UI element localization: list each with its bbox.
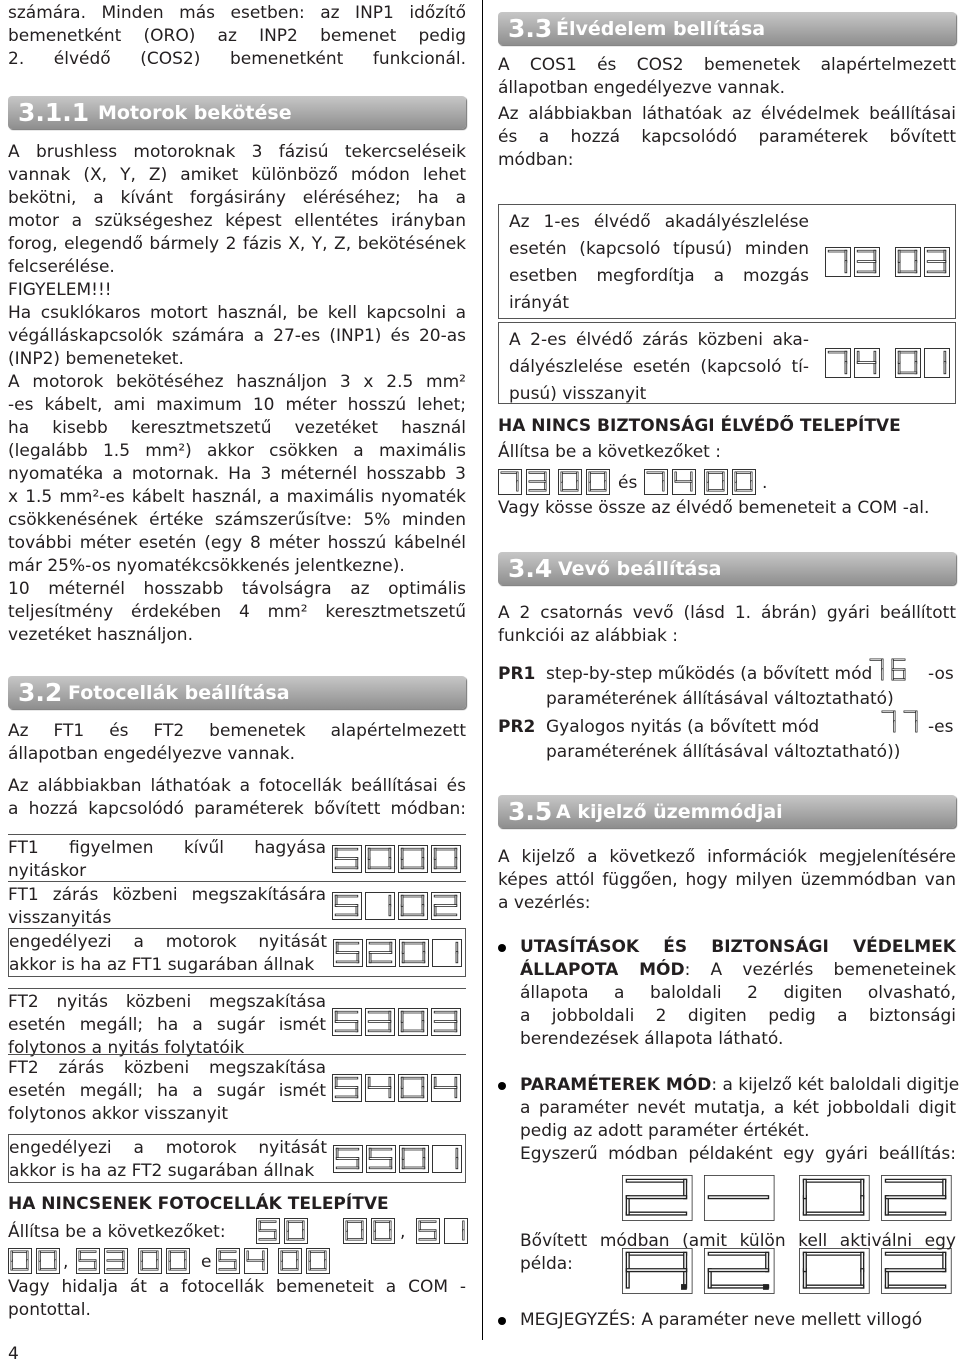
- digit: [398, 1008, 428, 1036]
- bullet-2: [498, 1074, 960, 1166]
- pr2-label: PR2: [498, 717, 536, 737]
- text-line: akkor is ha az FT2 sugarában állnak: [9, 1161, 315, 1181]
- example-display-extended: [622, 1248, 952, 1294]
- no-photocell-title: HA NINCSENEK FOTOCELLÁK TELEPÍTVE: [8, 1194, 389, 1214]
- digit: [138, 1248, 162, 1274]
- digit: [333, 1145, 363, 1173]
- text-line: motor a szükségeshez képest ellentétes irányban: [8, 211, 466, 231]
- text-line: bemenetként (ORO) az INP2 bemenet pedig: [8, 26, 466, 46]
- digit: [432, 1145, 462, 1173]
- text-line: x 1.5 mm²-es kábelt használ, a maximális nyomaték: [8, 487, 466, 507]
- code-display: [343, 1218, 395, 1251]
- no-edge-settings: [498, 469, 956, 499]
- row-text: [509, 209, 809, 317]
- row-text: [8, 884, 326, 930]
- digit: [431, 1074, 461, 1102]
- section-title: Élvédelem bellítása: [556, 18, 766, 40]
- photocell-row: [8, 1134, 466, 1183]
- seven-segment-display: [343, 1218, 395, 1244]
- digit: [431, 1008, 461, 1036]
- text-line: a hozzá kapcsolódó paraméterek bővített módban:: [8, 799, 466, 819]
- photocell-row: [8, 928, 466, 977]
- intro-paragraph: [8, 2, 466, 71]
- digit: [881, 1175, 952, 1221]
- text-line: -es: [928, 717, 954, 737]
- section-header-32: [8, 676, 466, 709]
- example-display-simple: [622, 1175, 952, 1221]
- seven-segment-display: [332, 1008, 461, 1036]
- code-77: [880, 709, 922, 744]
- decimal-point: [681, 1284, 687, 1290]
- edge-paragraph-1: [498, 54, 956, 100]
- digit: [365, 845, 395, 873]
- digit: [854, 247, 880, 277]
- digit: [366, 939, 396, 967]
- pr1-label: PR1: [498, 664, 536, 684]
- receiver-paragraph: [498, 602, 956, 648]
- seven-segment-display: [498, 469, 550, 495]
- text-line: paraméterének állításával változtatható)): [546, 742, 901, 762]
- digit: [399, 939, 429, 967]
- text-line: pedig az adott paraméter értékét.: [520, 1121, 810, 1141]
- section-number: 3.3: [508, 14, 553, 43]
- text-line: a paraméter nevét mutatja, a két jobboldali digit: [520, 1098, 956, 1118]
- digit: [256, 1218, 280, 1244]
- no-photocell-end: [8, 1276, 466, 1322]
- seven-segment-display: [8, 1248, 60, 1274]
- section-title: A kijelző üzemmódjai: [556, 801, 783, 823]
- digit: [104, 1248, 128, 1274]
- text-line: Az FT1 és FT2 bemenetek alapértelmezett: [8, 721, 466, 741]
- text-line: A 2 csatornás vevő (lásd 1. ábrán) gyári beállított: [498, 603, 956, 623]
- seven-segment-display: [332, 892, 461, 920]
- text-line: (INP2) bemeneteket.: [8, 349, 184, 369]
- section-header-35: [498, 795, 956, 828]
- text-line: számára. Minden más esetben: az INP1 időzítő: [8, 3, 466, 23]
- digit: [825, 247, 851, 277]
- digit: [332, 845, 362, 873]
- seven-segment-display: [416, 1218, 468, 1244]
- no-edge-title: HA NINCS BIZTONSÁGI ÉLVÉDŐ TELEPÍTVE: [498, 416, 901, 436]
- seven-segment-display: [76, 1248, 128, 1274]
- text-line: Vagy kösse össze az élvédő bemeneteit a COM -al.: [498, 498, 930, 518]
- digit: [366, 1145, 396, 1173]
- row-text: [8, 1057, 326, 1126]
- section-number: 3.4: [508, 554, 553, 583]
- photocell-row: [8, 988, 466, 1058]
- seven-segment-display: [825, 348, 950, 378]
- text-line: folytonos akkor visszanyit: [8, 1104, 229, 1124]
- row-text: [509, 327, 809, 408]
- text-line: (legalább 1.5 mm²) akkor csökken a maximális: [8, 441, 466, 461]
- digit: [672, 469, 696, 495]
- digit: [924, 247, 950, 277]
- text-line: engedélyezi a motorok nyitását: [9, 932, 327, 952]
- digit: [8, 1248, 32, 1274]
- text-e: e: [201, 1252, 212, 1272]
- section-number: 3.2: [18, 678, 63, 707]
- column-divider: [482, 0, 483, 1340]
- text-line: állapotban engedélyezve vannak.: [8, 744, 296, 764]
- text-line: bekötni, a kívánt forgásirány eléréséhez; ha a: [8, 188, 466, 208]
- seven-segment-display: [622, 1175, 952, 1221]
- seven-segment-display: [825, 247, 950, 277]
- text-bold: PARAMÉTEREK MÓD: [520, 1075, 712, 1095]
- text-line: esetén (kapcsoló típusú) minden: [509, 239, 809, 259]
- photocell-row: [8, 881, 466, 929]
- text-bold: ÁLLAPOTA MÓD: [520, 960, 685, 980]
- decimal-point: [763, 1284, 769, 1290]
- digit: [244, 1248, 268, 1274]
- text-line: pusú) visszanyit: [509, 384, 647, 404]
- section-title: Fotocellák beállítása: [68, 682, 290, 704]
- digit: [398, 845, 428, 873]
- seven-segment-display: [880, 709, 922, 737]
- text-line: Bővített módban (amit külön kell aktiválni egy: [520, 1231, 956, 1251]
- text-line: Állítsa be a következőket:: [8, 1222, 226, 1242]
- digit: [644, 469, 668, 495]
- text-line: nyitáskor: [8, 861, 87, 881]
- digit: [890, 657, 910, 685]
- digit: [825, 348, 851, 378]
- text-line: Az alábbiakban láthatóak az élvédelmek beállításai: [498, 104, 956, 124]
- no-edge-end: [498, 497, 956, 520]
- digit: [558, 469, 582, 495]
- row-text: [9, 931, 327, 977]
- text-line: FT2 nyitás közbeni megszakítása: [8, 992, 326, 1012]
- text-line: : a kijelző két baloldali digitje: [711, 1075, 960, 1095]
- display-paragraph: [498, 846, 956, 915]
- photocell-paragraph-2: [8, 775, 466, 821]
- digit: [332, 1074, 362, 1102]
- period: .: [762, 473, 768, 493]
- section-header-33: [498, 12, 956, 45]
- text-line: irányát: [509, 293, 570, 313]
- seven-segment-display: [868, 657, 910, 685]
- seven-segment-display: [333, 939, 462, 967]
- digit: [332, 1008, 362, 1036]
- digit: [365, 1008, 395, 1036]
- text-line: folytonos a nyitás folytatóik: [8, 1038, 245, 1058]
- text-line: állapota a baloldali 2 digiten olvasható,: [520, 983, 956, 1003]
- seven-segment-display: [256, 1218, 308, 1244]
- text-line: A kijelző a következő információk megjelenítésére: [498, 847, 956, 867]
- text-line: vannak (X, Y, Z) amiket különböző módon lehet: [8, 165, 466, 185]
- motor-paragraph: [8, 141, 466, 647]
- text-line: : A vezérlés bemeneteinek: [684, 960, 956, 980]
- text-line: FT2 zárás közbeni megszakítása: [8, 1058, 326, 1078]
- edge-paragraph-2: [498, 103, 956, 172]
- text-line: végálláskapcsolók számára a 27-es (INP1) és 20-as: [8, 326, 466, 346]
- bullet-dot: [498, 1317, 506, 1325]
- digit: [399, 1145, 429, 1173]
- section-title: Motorok bekötése: [98, 102, 292, 124]
- text-line: esetén megáll; ha a sugár ismét: [8, 1081, 326, 1101]
- digit: [799, 1175, 870, 1221]
- digit: [704, 1175, 775, 1221]
- digit: [498, 469, 522, 495]
- digit: [704, 469, 728, 495]
- text-line: engedélyezi a motorok nyitását: [9, 1138, 327, 1158]
- text-line: MEGJEGYZÉS: A paraméter neve mellett villogó: [520, 1310, 923, 1330]
- text-line: esetben megfordítja a mozgás: [509, 266, 809, 286]
- text-line: módban:: [498, 150, 574, 170]
- text-line: forog, elegendő bármely 2 fázis X, Y, Z, bekötésének: [8, 234, 466, 254]
- code-display: [416, 1218, 468, 1251]
- digit: [432, 939, 462, 967]
- text-line: további méter esetén (egy 8 méter hosszú kábelnél: [8, 533, 466, 553]
- text-line: A motorok bekötéséhez használjon 3 x 2.5 mm²: [8, 372, 466, 392]
- digit: [333, 939, 363, 967]
- digit: [431, 845, 461, 873]
- text-line: Egyszerű módban példaként egy gyári beállítás:: [520, 1144, 956, 1164]
- text-line: Az alábbiakban láthatóak a fotocellák beállításai és: [8, 776, 466, 796]
- text-es: és: [618, 473, 638, 493]
- text-line: A COS1 és COS2 bemenetek alapértelmezett: [498, 55, 956, 75]
- text-line: 2. élvédő (COS2) bemenetként funkcionál.: [8, 49, 466, 69]
- text-line: akkor is ha az FT1 sugarában állnak: [9, 955, 315, 975]
- no-edge-line: [498, 441, 956, 464]
- text-line: Ha csuklókaros motort használ, be kell kapcsolni a: [8, 303, 466, 323]
- digit: [622, 1248, 693, 1294]
- text-line: FIGYELEM!!!: [8, 280, 112, 300]
- digit: [76, 1248, 100, 1274]
- digit: [343, 1218, 367, 1244]
- text-line: FT1 zárás közbeni megszakítására: [8, 885, 326, 905]
- text-line: esetén megáll; ha a sugár ismét: [8, 1015, 326, 1035]
- section-header-311: [8, 96, 466, 129]
- seven-segment-display: [332, 1074, 461, 1102]
- text-line: nyomatéka a motornak. Ha 3 méternél hosszabb 3: [8, 464, 466, 484]
- edge-row: [498, 204, 956, 319]
- digit: [799, 1248, 870, 1294]
- text-line: pontottal.: [8, 1300, 91, 1320]
- edge-row: [498, 322, 956, 404]
- text-line: -os: [928, 664, 954, 684]
- text-line: UTASÍTÁSOK ÉS BIZTONSÁGI VÉDELMEK: [520, 937, 956, 957]
- text-line: vezetéket használjon.: [8, 625, 193, 645]
- digit: [398, 892, 428, 920]
- digit: [880, 709, 900, 737]
- text-line: felcserélése.: [8, 257, 115, 277]
- text-line: Az 1-es élvédő akadályészlelése: [509, 212, 809, 232]
- text-line: A 2-es élvédő zárás közbeni aka-: [509, 330, 809, 350]
- digit: [36, 1248, 60, 1274]
- text-line: és a hozzá kapcsolódó paraméterek bővített: [498, 127, 956, 147]
- seven-segment-display: [558, 469, 610, 495]
- text-line: dályészlelése esetén (kapcsoló tí-: [509, 357, 809, 377]
- digit: [895, 247, 921, 277]
- digit: [586, 469, 610, 495]
- digit: [365, 892, 395, 920]
- digit: [444, 1218, 468, 1244]
- digit: [526, 469, 550, 495]
- digit: [902, 709, 922, 737]
- section-header-34: [498, 552, 956, 585]
- bullet-dot: [498, 1082, 506, 1090]
- text-line: step-by-step működés (a bővített mód: [546, 664, 873, 684]
- text-line: paraméterének állításával változtatható): [546, 689, 894, 709]
- seven-segment-display: [278, 1248, 330, 1274]
- digit: [216, 1248, 240, 1274]
- text-line: már 25%-os nyomatékcsökkenés jelentkezne).: [8, 556, 405, 576]
- digit: [924, 348, 950, 378]
- photocell-row: [8, 834, 466, 882]
- seven-segment-display: [622, 1248, 952, 1294]
- digit: [868, 657, 888, 685]
- digit: [166, 1248, 190, 1274]
- text-line: teljesítmény érdekében 4 mm² keresztmetszetű: [8, 602, 466, 622]
- text-line: berendezések állapota látható.: [520, 1029, 784, 1049]
- digit: [365, 1074, 395, 1102]
- text-line: állapotban engedélyezve vannak.: [498, 78, 786, 98]
- text-line: 10 méternél hosszabb távolságra az optimális: [8, 579, 466, 599]
- seven-segment-display: [644, 469, 696, 495]
- digit: [881, 1248, 952, 1294]
- seven-segment-display: [333, 1145, 462, 1173]
- digit: [284, 1218, 308, 1244]
- section-number: 3.1.1: [18, 98, 90, 127]
- text-line: Gyalogos nyitás (a bővített mód: [546, 717, 820, 737]
- seven-segment-display: [704, 469, 756, 495]
- text-line: visszanyitás: [8, 908, 112, 928]
- digit: [431, 892, 461, 920]
- digit: [332, 892, 362, 920]
- digit: [416, 1218, 440, 1244]
- photocell-row: [8, 1054, 466, 1124]
- text-line: példa:: [520, 1254, 573, 1274]
- digit: [704, 1248, 775, 1294]
- pr-list: [498, 663, 956, 763]
- no-photocell-settings: [8, 1218, 466, 1278]
- text-line: Állítsa be a következőket :: [498, 442, 721, 462]
- photocell-paragraph-1: [8, 720, 466, 766]
- text-line: A brushless motoroknak 3 fázisú tekercseléseik: [8, 142, 466, 162]
- text-line: funkciói az alábbiak :: [498, 626, 678, 646]
- bullet-3: [498, 1309, 956, 1332]
- row-text: [8, 837, 326, 883]
- digit: [278, 1248, 302, 1274]
- digit: [306, 1248, 330, 1274]
- bullet-1: [498, 936, 956, 1051]
- text-line: ha kisebb keresztmetszetű vezetéket használ: [8, 418, 466, 438]
- comma: ,: [63, 1252, 69, 1272]
- digit: [622, 1175, 693, 1221]
- code-display: [256, 1218, 308, 1251]
- digit: [854, 348, 880, 378]
- section-number: 3.5: [508, 797, 553, 826]
- digit: [398, 1074, 428, 1102]
- page-number: 4: [8, 1344, 19, 1364]
- digit: [732, 469, 756, 495]
- digit: [371, 1218, 395, 1244]
- code-76: [868, 657, 910, 692]
- text-line: a jobboldali 2 digiten pedig a biztonsági: [520, 1006, 956, 1026]
- row-text: [8, 991, 326, 1060]
- row-text: [9, 1137, 327, 1183]
- text-line: a vezérlés:: [498, 893, 591, 913]
- text-line: -es kábelt, ami maximum 10 méter hosszú lehet;: [8, 395, 466, 415]
- comma: ,: [400, 1222, 406, 1242]
- seven-segment-display: [332, 845, 461, 873]
- seven-segment-display: [216, 1248, 268, 1274]
- section-title: Vevő beállítása: [558, 558, 722, 580]
- text-line: csökkenésének értéke számszerűsítve: 5% minden: [8, 510, 466, 530]
- text-line: Vagy hidalja át a fotocellák bemeneteit a COM -: [8, 1277, 466, 1297]
- bullet-dot: [498, 944, 506, 952]
- digit: [895, 348, 921, 378]
- text-line: FT1 figyelmen kívűl hagyása: [8, 838, 326, 858]
- seven-segment-display: [138, 1248, 190, 1274]
- text-line: képes attól függően, hogy milyen üzemmódban van: [498, 870, 956, 890]
